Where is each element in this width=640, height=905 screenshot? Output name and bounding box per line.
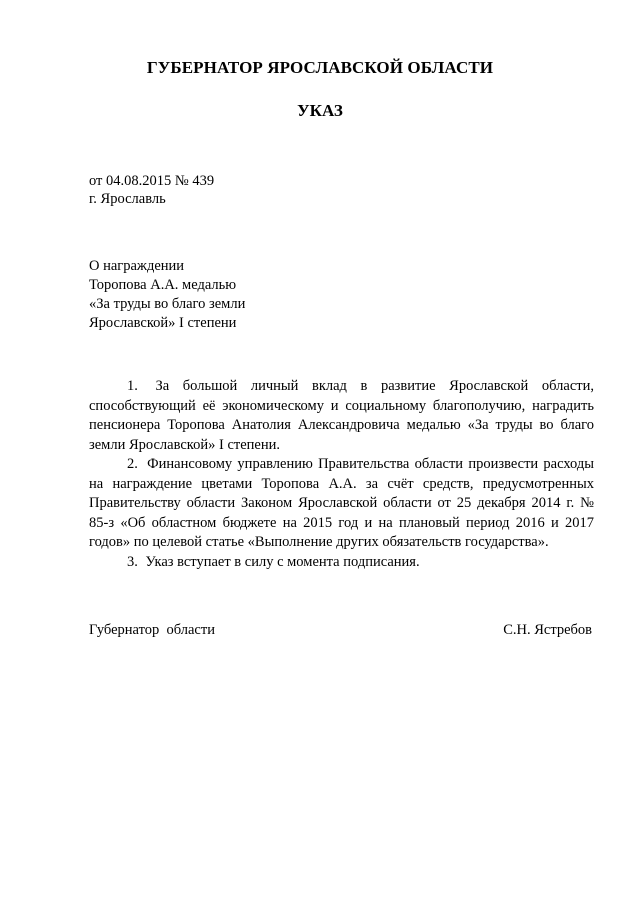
subject-line: Торопова А.А. медалью [89, 277, 237, 293]
subject-line: О награждении [89, 258, 185, 274]
city: г. Ярославль [89, 191, 166, 207]
paragraph-number: 3. [127, 553, 138, 570]
document-header-title: ГУБЕРНАТОР ЯРОСЛАВСКОЙ ОБЛАСТИ [146, 58, 494, 77]
document-meta [89, 172, 214, 208]
document-body [89, 377, 594, 572]
signatory-name: С.Н. Ястребов [503, 622, 592, 638]
paragraph-number: 1. [127, 378, 138, 394]
subject-line: «За труды во благо земли [89, 296, 246, 312]
body-paragraph-1 [89, 377, 594, 455]
paragraph-number: 2. [127, 456, 138, 472]
signature-block [89, 622, 592, 639]
body-paragraph-3 [89, 553, 594, 573]
paragraph-text: За большой личный вклад в развитие Ярославской области, способствующий её экономическому и социальному благополучию, наградить пенсионера Торопова Анатолия Александровича медалью «За труды во благо земли Ярославской» I степени. [89, 378, 594, 453]
signatory-position: Губернатор области [89, 622, 215, 638]
date-number: от 04.08.2015 № 439 [89, 173, 215, 189]
document-type-title: УКАЗ [297, 101, 343, 120]
subject-line: Ярославской» I степени [89, 315, 237, 331]
body-paragraph-2 [89, 455, 594, 553]
paragraph-text: Указ вступает в силу с момента подписания. [145, 553, 420, 570]
paragraph-text: Финансовому управлению Правительства области произвести расходы на награждение цветами Торопова А.А. за счёт средств, предусмотренных Правительству области Законом Ярославской области от 25 декабря 2014 г. № 85-з «Об областном бюджете на 2015 год и на плановый период 2016 и 2017 годов» по целевой статье «Выполнение других обязательств государства». [89, 456, 595, 550]
document-subject [89, 257, 245, 333]
